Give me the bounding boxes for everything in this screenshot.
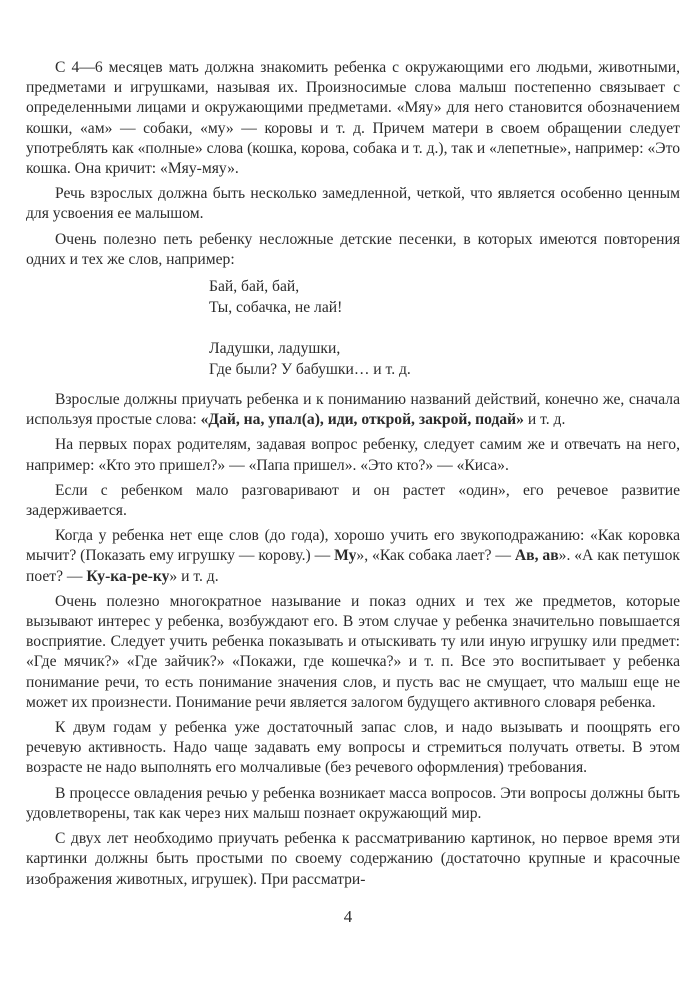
text-run: Когда у ребенка нет еще слов (до года), хорошо учить его звукоподражанию: «Как коровка мычит? (Показать ему игрушку — корову.) —: [26, 527, 680, 565]
paragraph: [26, 230, 680, 270]
paragraph: [26, 184, 680, 224]
text-run: С 4—6 месяцев мать должна знакомить ребенка с окружающими его людьми, животными, предметами и игрушками, называя их. Произносимые слова малыш постепенно связывает с определенными лицами и окружающими предметами. «Мяу» для него становится обозначением кошки, «ам» — собаки, «му» — коровы и т. д. Причем матери в своем обращении следует употреблять как «полные» слова (кошка, корова, собака и т. д.), так и «лепетные», например: «Это кошка. Она кричит: «Мяу-мяу».: [26, 59, 680, 178]
text-run: » и т. д.: [169, 567, 219, 585]
bold-text: Му: [334, 547, 357, 565]
verse-line: Ладушки, ладушки,: [209, 340, 341, 358]
text-section-after-verse: [26, 390, 680, 890]
paragraph: [26, 829, 680, 890]
verse-stanza: [209, 338, 680, 380]
paragraph: [26, 592, 680, 713]
paragraph: [26, 784, 680, 824]
text-run: В процессе овладения речью у ребенка возникает масса вопросов. Эти вопросы должны быть удовлетворены, так как через них малыш познает окружающий мир.: [26, 784, 680, 822]
paragraph: [26, 390, 680, 430]
bold-text: Ав, ав: [514, 547, 559, 565]
text-run: », «Как собака лает? —: [356, 547, 515, 565]
paragraph: [26, 718, 680, 779]
text-run: Речь взрослых должна быть несколько замедленной, четкой, что является особенно ценным для усвоения ее малышом.: [26, 185, 680, 223]
text-run: Очень полезно многократное называние и показ одних и тех же предметов, которые вызывают интерес у ребенка, возбуждают его. В этом случае у ребенка значительно повышается восприятие. Следует учить ребенка показывать и отыскивать ту или иную игрушку или предмет: «Где мячик?» «Где зайчик?» «Покажи, где кошечка?» и т. п. Все это воспитывает у ребенка понимание речи, то есть понимание значения слов, и пусть вас не смущает, что малыш еще не может их произнести. Понимание речи является залогом будущего активного словаря ребенка.: [26, 592, 680, 711]
verse-line: Бай, бай, бай,: [209, 278, 300, 296]
text-run: К двум годам у ребенка уже достаточный запас слов, и надо вызывать и поощрять его речевую активность. Надо чаще задавать ему вопросы и стремиться получать ответы. В этом возрасте не надо выполнять его молчаливые (без речевого оформления) требования.: [26, 719, 680, 777]
text-run: На первых порах родителям, задавая вопрос ребенку, следует самим же и отвечать на него, например: «Кто это пришел?» — «Папа пришел». «Это кто?» — «Киса».: [26, 436, 680, 474]
text-run: Если с ребенком мало разговаривают и он растет «один», его речевое развитие задерживается.: [26, 481, 680, 520]
paragraph: [26, 481, 680, 521]
verse-stanza: [209, 276, 680, 318]
text-run: Взрослые должны приучать ребенка и к пониманию названий действий, конечно же, сначала используя простые слова:: [26, 391, 680, 429]
paragraph: [26, 58, 680, 179]
text-section-before-verse: [26, 58, 680, 270]
paragraph: [26, 435, 680, 475]
text-run: С двух лет необходимо приучать ребенка к рассматриванию картинок, но первое время эти картинки должны быть простыми по своему содержанию (достаточно крупные и красочные изображения животных, игрушек). При рассматри-: [26, 830, 680, 888]
verse-section: [209, 276, 680, 380]
text-run: и т. д.: [523, 411, 566, 429]
text-run: Очень полезно петь ребенку несложные детские песенки, в которых имеются повторения одних и тех же слов, например:: [26, 230, 680, 268]
paragraph: [26, 526, 680, 587]
bold-text: Ку-ка-ре-ку: [86, 567, 170, 585]
verse-line: Ты, собачка, не лай!: [209, 299, 343, 317]
page-number: 4: [343, 907, 353, 926]
text-run: ». «А как петушок поет? —: [26, 547, 680, 585]
verse-line: Где были? У бабушки… и т. д.: [209, 361, 411, 379]
bold-text: «Дай, на, упал(а), иди, открой, закрой, подай»: [200, 411, 524, 429]
page-body: [26, 58, 680, 895]
